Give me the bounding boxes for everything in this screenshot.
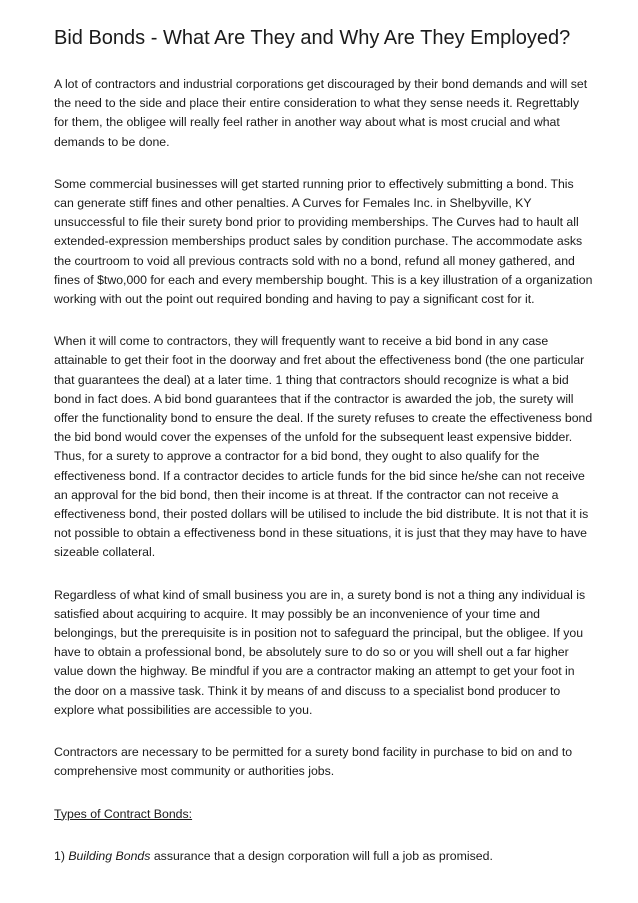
paragraph-4: Regardless of what kind of small business you are in, a surety bond is not a thing any individual is satisfied about acquiring to acquire. It may possibly be an inconvenience of your time and belongings, but the prerequisite is in position not to safeguard the principal, but the obligee. If you have to obtain a professional bond, be absolutely sure to do so or you will shell out a far higher value down the highway. Be mindful if you are a contractor making an attempt to get your foot in the door on a massive task. Think it by means of and discuss to a specialist bond producer to explore what possibilities are accessible to you. — [54, 587, 586, 717]
list-item-term: Building Bonds — [68, 848, 151, 863]
list-item-text: assurance that a design corporation will full a job as promised. — [153, 848, 493, 863]
section-heading-contract-bonds: Types of Contract Bonds: — [54, 806, 193, 821]
paragraph-2: Some commercial businesses will get started running prior to effectively submitting a bond. This can generate stiff fines and other penalties. A Curves for Females Inc. in Shelbyville, KY unsuccessful to file their surety bond prior to providing memberships. The Curves had to hault all extended-expression memberships product sales by condition purchase. The accommodate asks the courtroom to void all previous contracts sold with no a bond, refund all money gathered, and fines of $two,000 for each and every membership bought. This is a key illustration of a organization working with out the point out required bonding and having to pay a significant cost for it. — [54, 176, 593, 307]
paragraph-1: A lot of contractors and industrial corporations get discouraged by their bond demands and will set the need to the side and place their entire consideration to what they sense needs it. Regrettably for them, the obligee will really feel rather in another way about what is most crucial and what demands to be done. — [54, 77, 588, 149]
document-page — [54, 24, 594, 889]
list-item-number: 1) — [54, 848, 65, 863]
paragraph-3: When it will come to contractors, they will frequently want to receive a bid bond in any case attainable to get their foot in the doorway and fret about the effectiveness bond (the one particular that guarantees the deal) at a later time. 1 thing that contractors should recognize is what a bid bond in fact does. A bid bond guarantees that if the contractor is awarded the job, the surety will offer the functionality bond to ensure the deal. If the surety refuses to create the effectiveness bond the bid bond would cover the expenses of the unfold for the subsequent least expensive bidder. Thus, for a surety to approve a contractor for a bid bond, they ought to also qualify for the effectiveness bond. If a contractor decides to article funds for the bid since he/she can not receive an approval for the bid bond, then their income is at threat. If the contractor can not receive a effectiveness bond, their posted dollars will be utilised to include the bid distribute. It is not that it is not possible to obtain a effectiveness bond in these situations, it is just that they may have to have sizeable collateral. — [54, 334, 593, 560]
list-item-building-bonds — [54, 847, 594, 866]
paragraph-5: Contractors are necessary to be permitted for a surety bond facility in purchase to bid on and to comprehensive most community or authorities jobs. — [54, 745, 573, 779]
document-title: Bid Bonds - What Are They and Why Are They Employed? — [54, 27, 571, 49]
